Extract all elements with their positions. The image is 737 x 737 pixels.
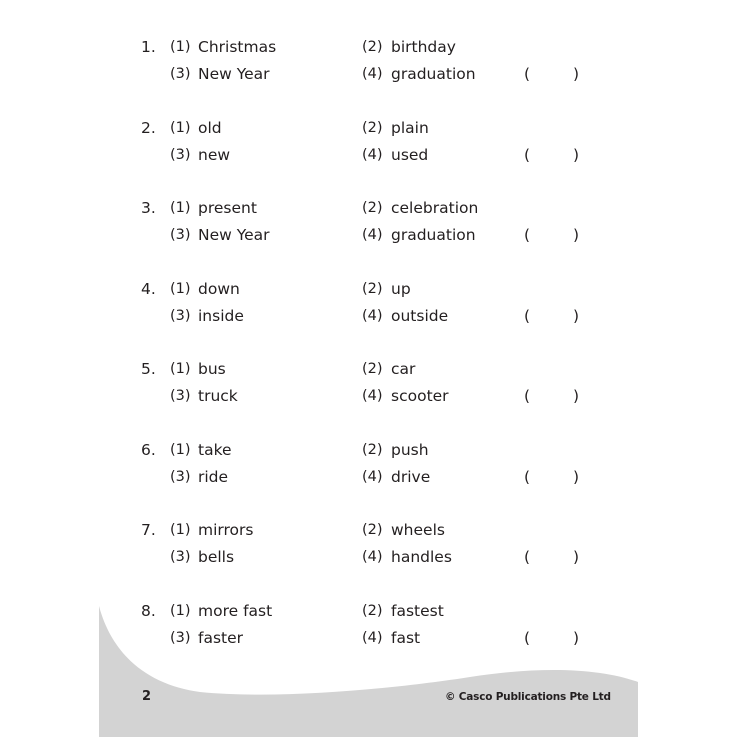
option-label: (4) [362,227,383,243]
option-text: fast [391,629,421,647]
option-label: (3) [170,147,191,163]
option-label: (4) [362,388,383,404]
option-label: (3) [170,308,191,324]
option-label: (1) [170,361,191,377]
option-label: (4) [362,549,383,565]
option-label: (4) [362,308,383,324]
option-label: (2) [362,200,383,216]
option-text: truck [198,387,238,405]
option-text: present [198,199,257,217]
answer-blank-open[interactable]: ( [524,307,531,325]
option-text: up [391,280,411,298]
option-text: wheels [391,521,445,539]
copyright-notice: © Casco Publications Pte Ltd [445,691,611,703]
option-text: old [198,119,222,137]
option-label: (4) [362,66,383,82]
page-number: 2 [142,689,152,704]
answer-blank-close: ) [573,65,580,83]
option-text: graduation [391,226,476,244]
option-text: down [198,280,240,298]
question-3 [0,198,737,254]
option-text: graduation [391,65,476,83]
question-number: 6. [141,441,156,459]
option-text: more fast [198,602,273,620]
option-label: (2) [362,281,383,297]
option-label: (4) [362,630,383,646]
answer-blank-close: ) [573,548,580,566]
option-text: scooter [391,387,449,405]
option-text: faster [198,629,244,647]
option-label: (1) [170,120,191,136]
option-text: birthday [391,38,456,56]
option-label: (2) [362,522,383,538]
option-text: New Year [198,65,270,83]
option-text: car [391,360,416,378]
option-text: push [391,441,429,459]
answer-blank-open[interactable]: ( [524,548,531,566]
question-number: 7. [141,521,156,539]
question-8 [0,601,737,657]
option-label: (1) [170,442,191,458]
question-7 [0,520,737,576]
option-label: (2) [362,39,383,55]
question-number: 1. [141,38,156,56]
option-text: fastest [391,602,444,620]
option-label: (1) [170,281,191,297]
option-text: outside [391,307,449,325]
answer-blank-close: ) [573,629,580,647]
answer-blank-open[interactable]: ( [524,146,531,164]
answer-blank-open[interactable]: ( [524,387,531,405]
option-label: (3) [170,388,191,404]
option-text: ride [198,468,229,486]
option-text: handles [391,548,452,566]
option-label: (4) [362,147,383,163]
option-text: used [391,146,429,164]
option-label: (3) [170,549,191,565]
question-number: 2. [141,119,156,137]
option-label: (2) [362,603,383,619]
answer-blank-close: ) [573,387,580,405]
answer-blank-open[interactable]: ( [524,468,531,486]
option-label: (3) [170,227,191,243]
option-text: mirrors [198,521,254,539]
option-label: (1) [170,39,191,55]
option-text: drive [391,468,431,486]
option-text: inside [198,307,244,325]
option-text: bells [198,548,235,566]
option-text: celebration [391,199,479,217]
option-label: (1) [170,200,191,216]
option-label: (1) [170,522,191,538]
question-4 [0,279,737,335]
answer-blank-close: ) [573,307,580,325]
answer-blank-close: ) [573,468,580,486]
question-1 [0,37,737,93]
option-label: (3) [170,630,191,646]
answer-blank-close: ) [573,146,580,164]
answer-blank-close: ) [573,226,580,244]
question-number: 5. [141,360,156,378]
answer-blank-open[interactable]: ( [524,65,531,83]
option-text: Christmas [198,38,277,56]
option-label: (3) [170,469,191,485]
option-text: take [198,441,232,459]
question-5 [0,359,737,415]
option-label: (2) [362,442,383,458]
question-6 [0,440,737,496]
answer-blank-open[interactable]: ( [524,629,531,647]
option-text: New Year [198,226,270,244]
question-2 [0,118,737,174]
option-label: (2) [362,361,383,377]
option-text: plain [391,119,429,137]
option-label: (2) [362,120,383,136]
question-number: 4. [141,280,156,298]
option-text: bus [198,360,226,378]
option-label: (3) [170,66,191,82]
question-number: 8. [141,602,156,620]
option-label: (1) [170,603,191,619]
option-label: (4) [362,469,383,485]
answer-blank-open[interactable]: ( [524,226,531,244]
option-text: new [198,146,231,164]
question-number: 3. [141,199,156,217]
